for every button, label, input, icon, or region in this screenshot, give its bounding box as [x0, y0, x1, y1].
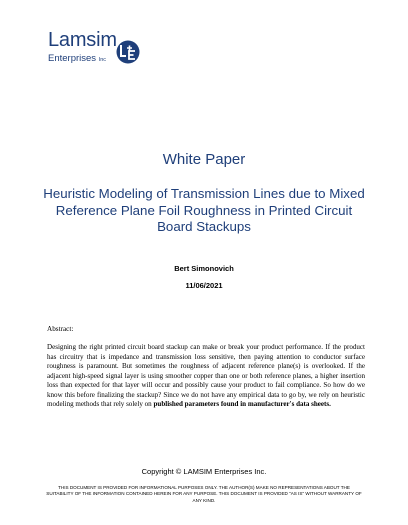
publication-date: 11/06/2021	[185, 281, 223, 290]
document-title: Heuristic Modeling of Transmission Lines due to Mixed Reference Plane Foil Roughness in Printed Circuit Board Stackups	[43, 186, 365, 234]
logo-wordmark: Lamsim	[48, 29, 117, 51]
author-name: Bert Simonovich	[174, 264, 234, 273]
abstract-emphasis: published parameters found in manufacturer's data sheets.	[153, 400, 331, 409]
logo-subtitle-text: Enterprises	[48, 53, 97, 64]
copyright-notice: Copyright © LAMSIM Enterprises Inc.	[141, 467, 267, 476]
disclaimer-text: THIS DOCUMENT IS PROVIDED FOR INFORMATIONAL PURPOSES ONLY. THE AUTHOR(S) MAKE NO REPRESENTATIONS ABOUT THE SUITABILITY OF THE INFORMATION CONTAINED HEREIN FOR ANY PURPOSE. THIS DOCUMENT IS PROVIDED "AS IS" WITHOUT WARRANTY OF ANY KIND.	[46, 485, 362, 503]
company-logo	[47, 26, 147, 72]
logo-mark-icon	[115, 39, 141, 65]
abstract-body	[47, 343, 365, 410]
logo-inc: Inc	[98, 57, 107, 63]
logo-subtitle	[48, 53, 106, 66]
white-paper-heading: White Paper	[162, 151, 246, 168]
abstract-text: Designing the right printed circuit board stackup can make or break your product performance. If the product has circuitry that is impedance and transmission loss sensitive, then paying attention to conductor surface roughness is paramount. But sometimes the roughness of adjacent reference plane(s) is overlooked. If the adjacent high-speed signal layer is using smoother copper than one or both reference planes, a higher insertion loss than expected for that layer will occur and possibly cause your product to fail compliance. So how do we know this before finalizing the stackup? Since we do not have any empirical data to go by, we rely on heuristic modeling methods that rely solely on	[47, 343, 365, 409]
abstract-label: Abstract:	[47, 325, 74, 333]
